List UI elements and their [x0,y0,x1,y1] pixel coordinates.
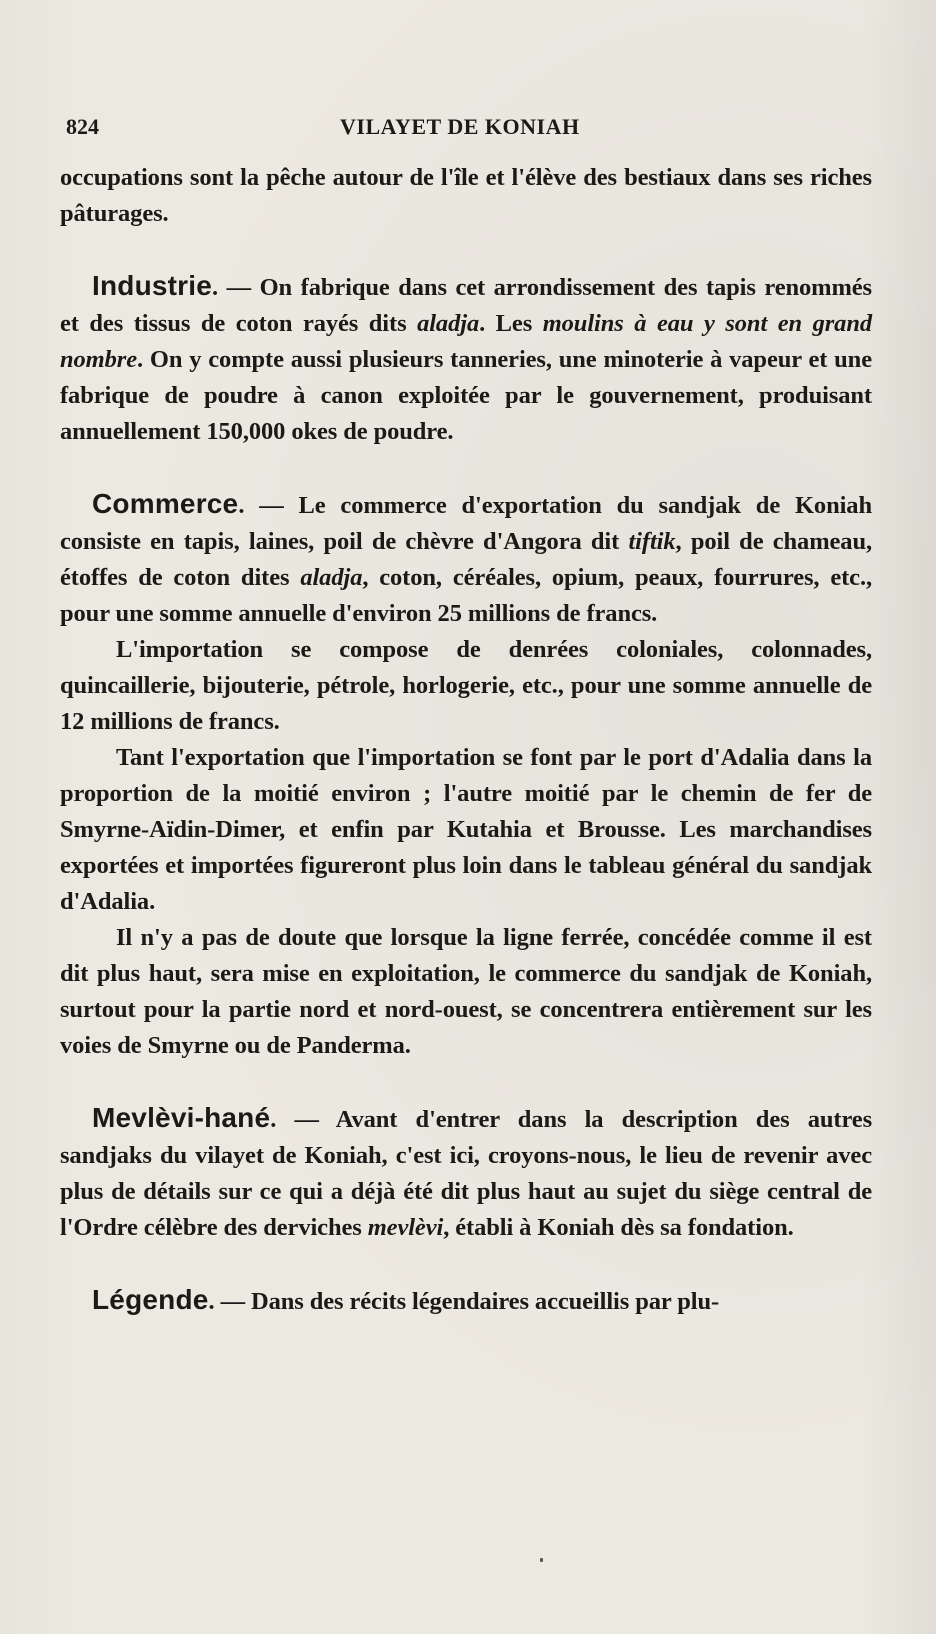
paragraph-legende [60,1282,872,1320]
italic-term: mevlèvi [367,1214,444,1241]
paragraph-industrie [60,268,872,450]
text-run: , coton, céréales, opium, peaux, fourrures, etc., pour une somme annuelle d'environ 25 millions de francs. [60,564,872,627]
body-text [60,160,872,1320]
italic-term: aladja [417,310,480,337]
section-heading-industrie: Industrie [92,270,213,301]
paragraph-importation: L'importation se compose de denrées coloniales, colonnades, quincaillerie, bijouterie, pétrole, horlogerie, etc., pour une somme annuelle de 12 millions de francs. [60,636,872,735]
text-run: . — Le commerce d'exportation du sandjak de Koniah consiste en tapis, laines, poil de chèvre d'Angora dit [60,492,872,555]
italic-term: tiftik [628,528,676,555]
paragraph-continuation: occupations sont la pêche autour de l'île et l'élève des bestiaux dans ses riches pâturages. [60,164,872,227]
ink-speck [540,1558,543,1562]
section-heading-commerce: Commerce [92,488,239,519]
running-title: VILAYET DE KONIAH [340,114,580,139]
section-heading-mevlevi-hane: Mevlèvi-hané [92,1102,271,1133]
page-number: 824 [66,114,99,139]
page-header [66,114,866,144]
text-run: . — On fabrique dans cet arrondissement des tapis renommés et des tissus de coton rayés dits [60,274,872,337]
paragraph-railway: Il n'y a pas de doute que lorsque la ligne ferrée, concédée comme il est dit plus haut, sera mise en exploitation, le commerce du sandjak de Koniah, surtout pour la partie nord et nord-ouest, se concentrera entièrement sur les voies de Smyrne ou de Panderma. [60,924,872,1059]
text-run: . Les [479,310,543,337]
paragraph-mevlevi-hane [60,1100,872,1246]
italic-phrase: moulins à eau y sont en grand nombre [60,310,872,373]
paragraph-commerce [60,486,872,632]
paragraph-routes: Tant l'exportation que l'importation se font par le port d'Adalia dans la proportion de la moitié environ ; l'autre moitié par le chemin de fer de Smyrne-Aïdin-Dimer, et enfin par Kutahia et Brousse. Les marchandises exportées et importées figureront plus loin dans le tableau général du sandjak d'Adalia. [60,744,872,915]
text-run: . On y compte aussi plusieurs tanneries, une minoterie à vapeur et une fabrique de poudre à canon exploitée par le gouvernement, produisant annuellement 150,000 okes de poudre. [60,346,872,445]
italic-term: aladja [300,564,363,591]
text-run: . — Avant d'entrer dans la description des autres sandjaks du vilayet de Koniah, c'est ici, croyons-nous, le lieu de revenir avec plus de détails sur ce qui a déjà été dit plus haut au sujet du siège central de l'Ordre célèbre des derviches [60,1106,872,1241]
text-run: , établi à Koniah dès sa fondation. [443,1214,794,1241]
text-run: , poil de chameau, étoffes de coton dites [60,528,872,591]
text-run: . — Dans des récits légendaires accueillis par plu- [208,1288,720,1315]
section-heading-legende: Légende [92,1284,209,1315]
